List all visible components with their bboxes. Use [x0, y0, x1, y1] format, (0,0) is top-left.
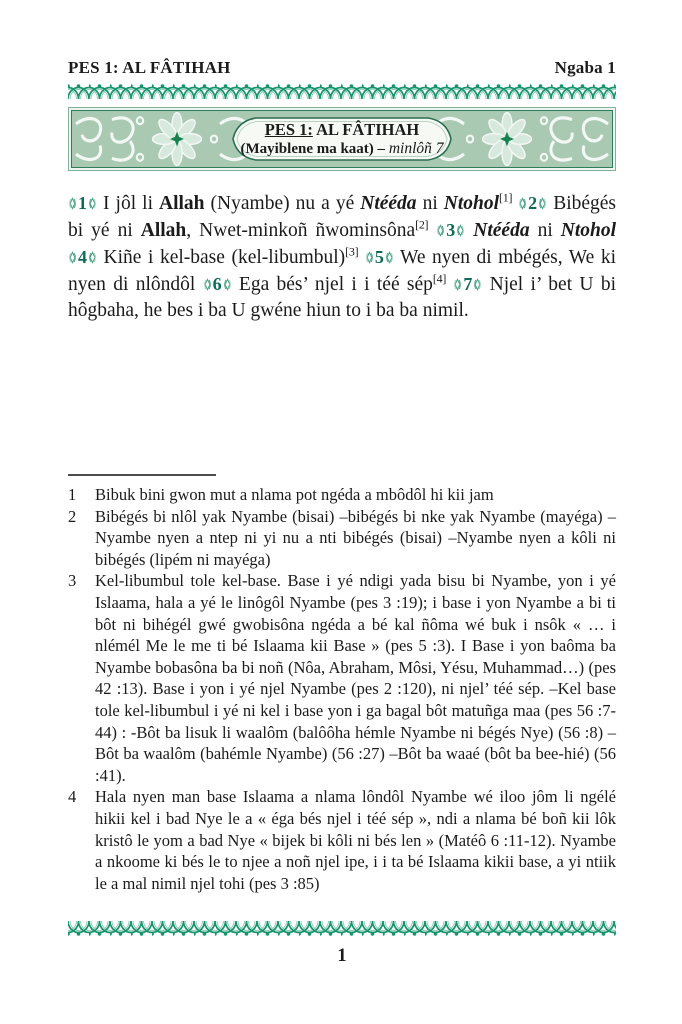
verse-ornament-open-icon	[518, 196, 527, 211]
banner-subtitle	[240, 140, 443, 159]
verse-ornament-open-icon	[68, 196, 77, 211]
footnote-text: Hala nyen man base Islaama a nlama lôndôl Nyambe wé iloo jôm li ngélé hikii kel i bad Nye le a « éga bés njel i téé sép », ndi a nlama bé boñ kii lôk kristô le yom a bad Nye « bijek bi kôli ni bés len » (Matéô 6 :11-12). Nyambe a nkoome ki bés le to njee a noñ njel ipe, i i ta bé Islaama kikii base, a yi ntiik le a mal nimil njel tohi (pes 3 :85)	[95, 787, 616, 893]
verse-text-segment: Ega bés’ njel i i téé sép	[238, 274, 433, 295]
footnote-ref: [3]	[345, 244, 359, 259]
verse-text-segment: Bibégés bi yé ni	[68, 193, 617, 241]
verse-text-segment: (Nyambe) nu a yé	[204, 193, 361, 214]
verse-ornament-open-icon	[68, 250, 77, 265]
verse-number: 2	[528, 193, 538, 213]
verse-text-segment: Ntohol	[560, 220, 617, 241]
footnotes-section	[68, 474, 616, 894]
verse-ornament-open-icon	[203, 277, 212, 292]
verse-text-segment: Allah	[140, 220, 187, 241]
verse-ornament-close-icon	[88, 250, 97, 265]
verse-ornament-open-icon	[365, 250, 374, 265]
verse-text-segment: ni	[529, 220, 561, 241]
verse-text-segment: Ntééda	[360, 193, 417, 214]
banner-title	[265, 120, 420, 140]
header-left-title: PES 1: AL FÂTIHAH	[68, 58, 231, 77]
verse-text-segment: We nyen di mbégés, We ki nyen di nlôndôl	[68, 247, 617, 295]
verse-paragraph	[68, 190, 616, 324]
verse-number: 6	[212, 274, 222, 294]
banner-title-prefix: PES 1:	[264, 119, 313, 139]
banner-subtitle-italic: minlôñ 7	[388, 139, 444, 157]
verse-text-segment: Ntohol	[443, 193, 500, 214]
footnote-item	[68, 570, 616, 786]
footnote-text: Bibuk bini gwon mut a nlama pot ngéda a mbôdôl hi kii jam	[95, 485, 494, 504]
verse-marker	[436, 220, 465, 241]
footnote-number: 2	[68, 506, 77, 526]
banner-subtitle-bold: (Mayiblene ma kaat) –	[240, 140, 389, 157]
verse-text-segment: Ntééda	[473, 220, 530, 241]
verse-ornament-close-icon	[385, 250, 394, 265]
chapter-banner-frame	[71, 110, 613, 168]
footnote-ref: [2]	[415, 217, 429, 232]
verse-text-segment: ni	[416, 193, 444, 214]
verse-text-segment: I jôl li	[103, 193, 160, 214]
footnote-number: 1	[68, 485, 77, 504]
verse-ornament-open-icon	[453, 277, 462, 292]
verse-text-segment: Kiñe i kel-base (kel-libumbul)	[103, 247, 346, 268]
bottom-scallop-divider	[68, 920, 616, 937]
verse-text-segment: Allah	[159, 193, 205, 214]
banner-title-rest: AL FÂTIHAH	[312, 119, 420, 139]
running-header	[68, 58, 616, 78]
verse-number: 7	[463, 274, 473, 294]
verse-ornament-close-icon	[473, 277, 482, 292]
footnote-text: Kel-libumbul tole kel-base. Base i yé ndigi yada bisu bi Nyambe, yon i yé Islaama, hala a yé le linôgôl Nyambe (pes 3 :19); i base i yon Nyambe a bi ti bôt ni bihégél gwé gwobisôna ngéda a bé kal ñôma wé buk i nsôk « … i nlémél Me le me ti bé Islaama kii Base » (pes 5 :3). I Base i yon baôma ba Nyambe bobasôna ba bi noñ (Nôa, Abraham, Môsi, Yésu, Muhammad…) (pes 42 :13). Base i yon i yé njel Nyambe (pes 2 :120), ni njel’ téé sép. –Kel base tole kel-libumbul i yé ni kel i base yon i ga bagal bôt matuñga maa (pes 56 :7- 44) : -Bôt ba lisuk li waalôm (balôôha hémle Nyambe ni bégés Nye) (56 :8) –Bôt ba waalôm (bahémle Nyambe) (56 :27) –Bôt ba waaé (bôt ba bee-hié) (56 :41).	[95, 571, 616, 785]
verse-marker	[203, 274, 232, 295]
page-number: 1	[337, 946, 347, 967]
footnote-list	[68, 484, 616, 894]
verse-marker	[518, 193, 547, 214]
verse-text-segment: Njel i’ bet U bi hôgbaha, he bes i ba U gwéne hiun to i ba ba nimil.	[68, 274, 616, 321]
verse-marker	[68, 193, 97, 214]
footnote-item	[68, 786, 616, 894]
top-scallop-divider	[68, 83, 616, 100]
footnote-ref: [4]	[432, 271, 447, 286]
banner-title-panel	[230, 112, 454, 166]
footnote-text: Bibégés bi nlôl yak Nyambe (bisai) –bibégés bi nke yak Nyambe (mayéga) –Nyambe nyen a ntep ni yi nu a nti bibégés (bisai) –Nyambe nyen a kôli ni bibégés (lipém ni mayéga)	[95, 506, 616, 569]
verse-marker	[68, 247, 97, 268]
verse-ornament-open-icon	[436, 223, 445, 238]
verse-number: 5	[374, 247, 384, 267]
footnote-separator	[68, 474, 216, 476]
verse-number: 1	[78, 193, 87, 213]
verse-number: 4	[78, 247, 87, 267]
verse-text-segment: , Nwet-minkoñ ñwominsôna	[186, 220, 416, 241]
verse-ornament-close-icon	[456, 223, 465, 238]
verse-ornament-close-icon	[223, 277, 232, 292]
footnote-item	[68, 484, 616, 506]
footnote-ref: [1]	[499, 190, 513, 205]
footnote-number: 4	[68, 787, 77, 807]
verse-marker	[453, 274, 482, 295]
verse-ornament-close-icon	[538, 196, 547, 211]
verse-marker	[365, 247, 394, 268]
header-right-label: Ngaba 1	[554, 58, 616, 77]
verse-number: 3	[446, 220, 456, 240]
verse-ornament-close-icon	[88, 196, 97, 211]
footnote-item	[68, 506, 616, 571]
banner-rosette	[153, 113, 202, 166]
chapter-banner	[68, 107, 616, 171]
footnote-number: 3	[68, 571, 77, 591]
